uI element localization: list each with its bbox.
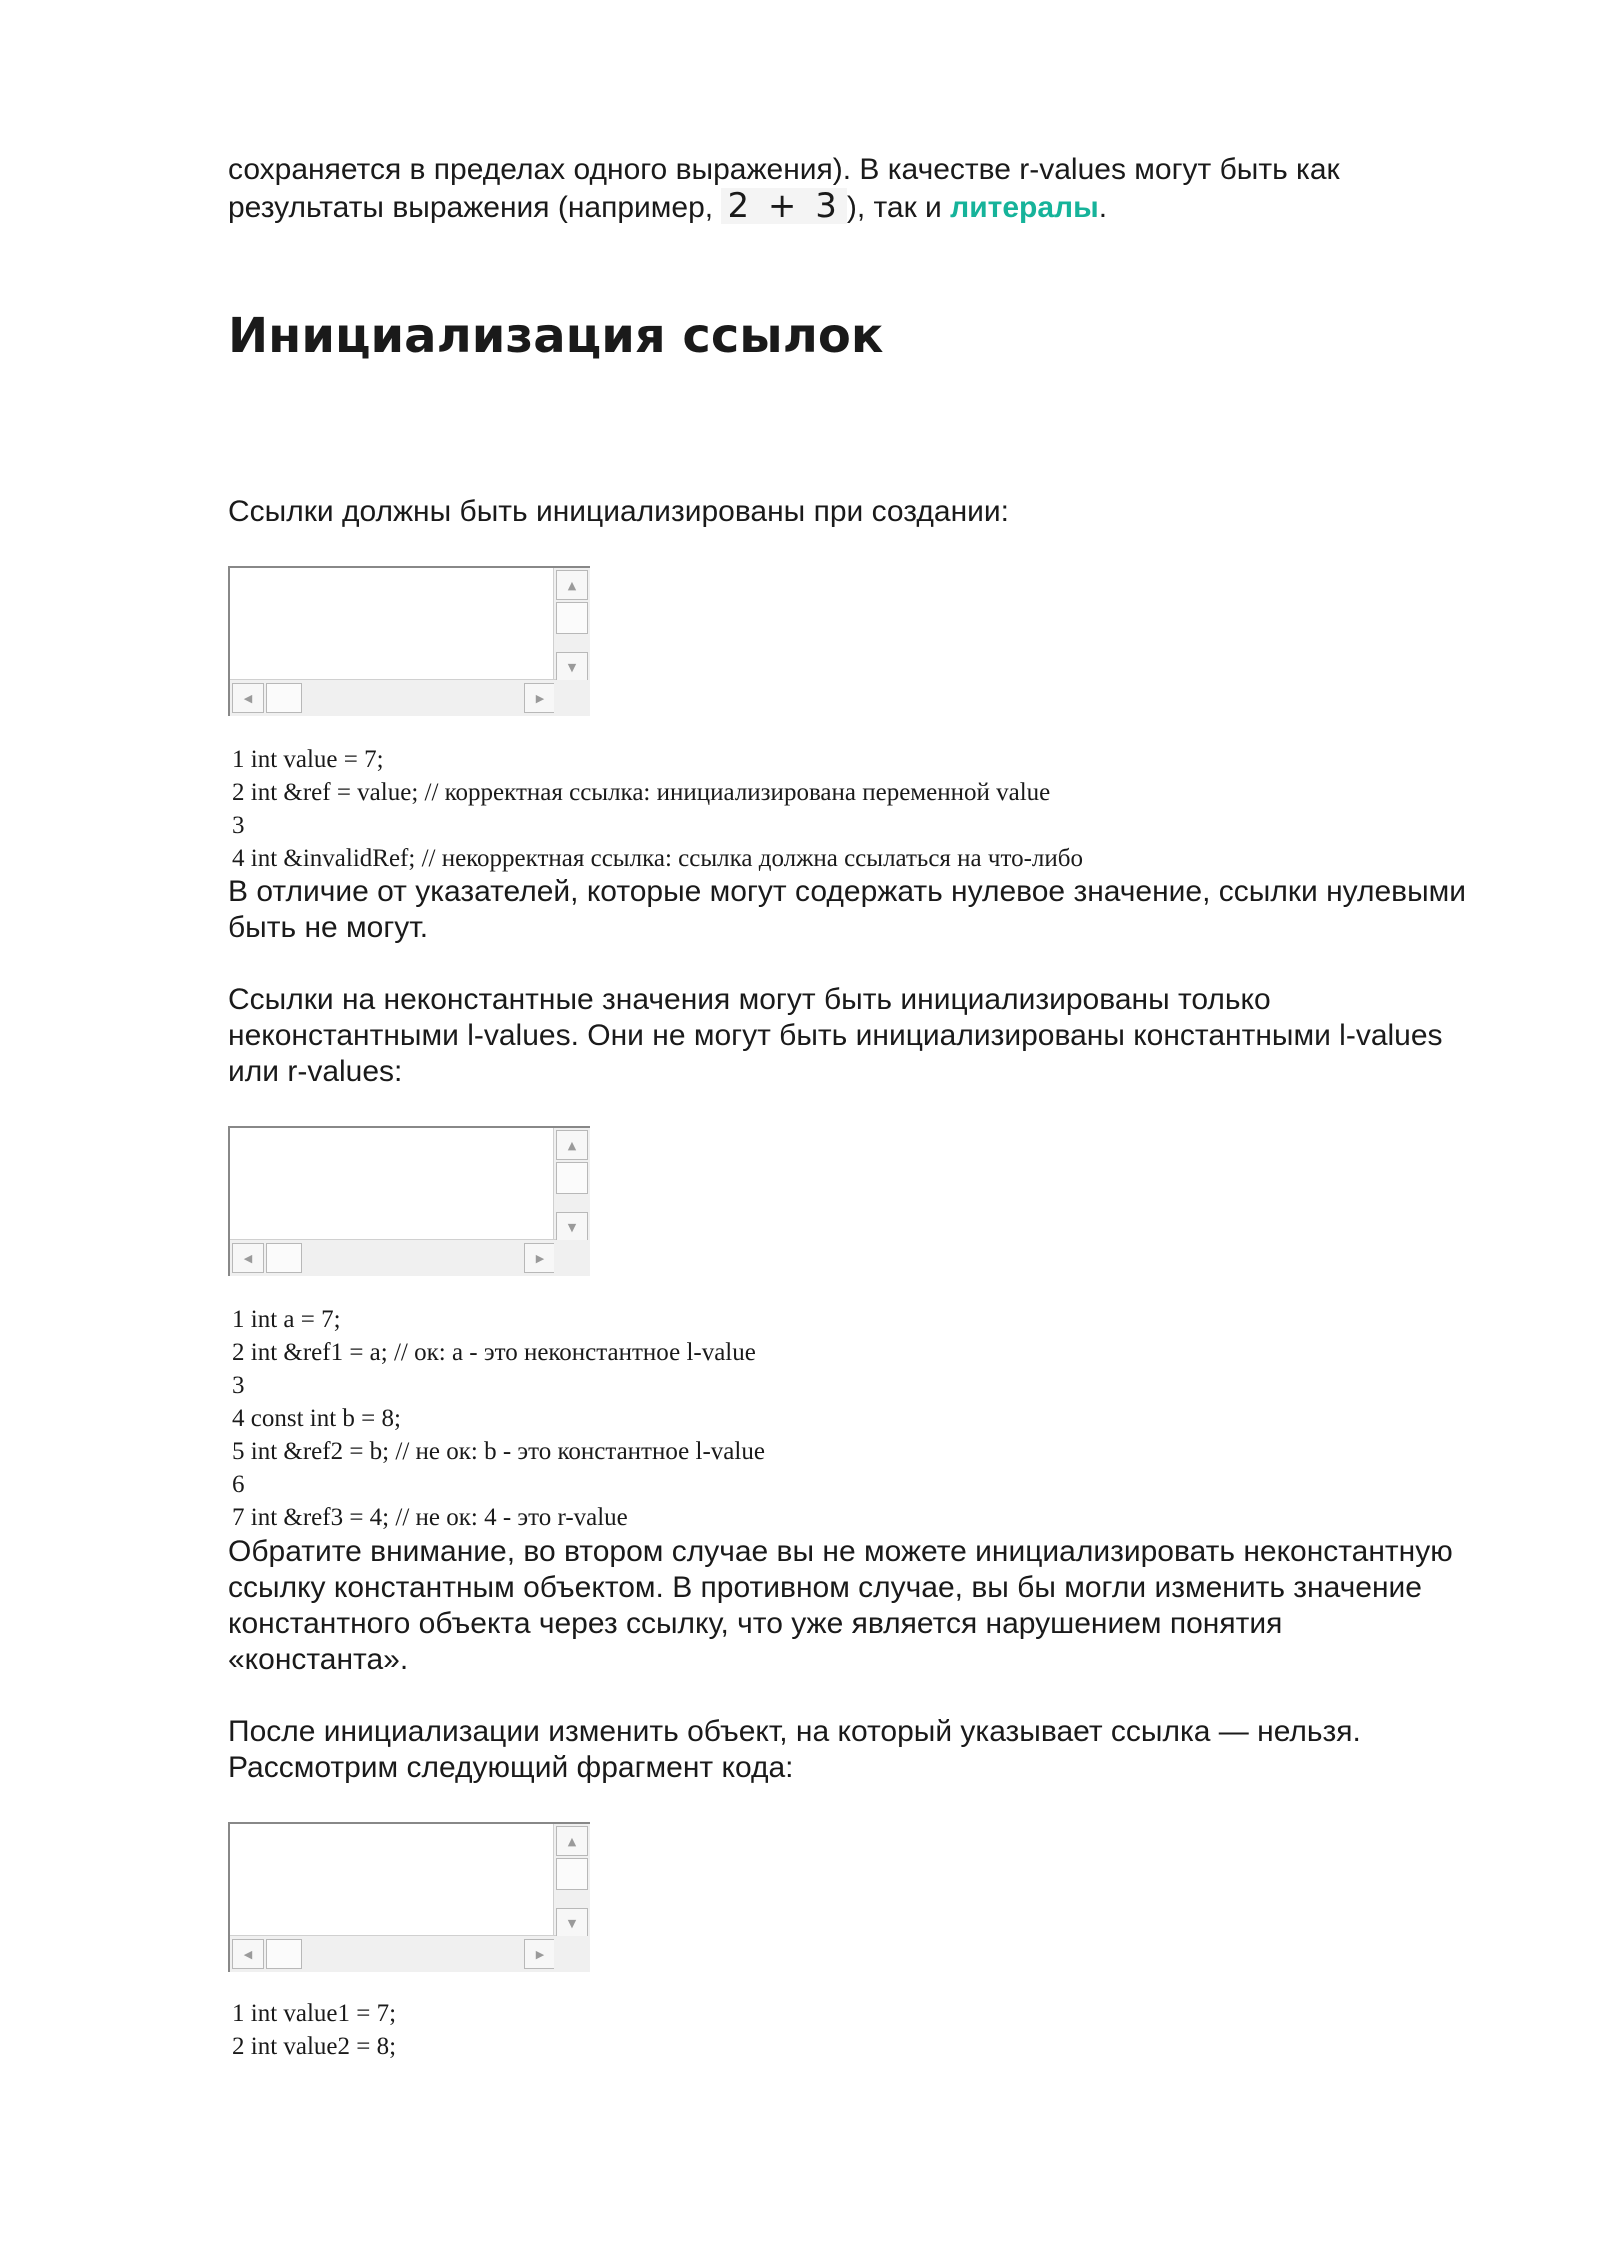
paragraph-nonconst-refs: Ссылки на неконстантные значения могут быть инициализированы только неконстантными l-values. Они не могут быть инициализированы константными l-values или r-values: bbox=[228, 983, 1443, 1088]
section-heading: Инициализация ссылок bbox=[228, 308, 884, 364]
code-scroll-box-2[interactable] bbox=[228, 1126, 590, 1276]
code-listing-1 bbox=[232, 743, 1083, 875]
code-line: 2 int &ref1 = a; // ок: a - это неконстантное l-value bbox=[232, 1339, 756, 1366]
paragraph-no-null-refs: В отличие от указателей, которые могут содержать нулевое значение, ссылки нулевыми быть не могут. bbox=[228, 875, 1467, 944]
scroll-right-arrow-icon[interactable]: ▶ bbox=[524, 1243, 556, 1273]
scroll-up-arrow-icon[interactable]: ▲ bbox=[556, 570, 588, 600]
code-line: 6 bbox=[232, 1471, 245, 1498]
vertical-scroll-thumb[interactable] bbox=[556, 1162, 588, 1194]
intro-line-2 bbox=[228, 188, 1468, 226]
scroll-left-arrow-icon[interactable]: ◀ bbox=[232, 1939, 264, 1969]
intro-text-end: . bbox=[1098, 191, 1108, 224]
scroll-left-arrow-icon[interactable]: ◀ bbox=[232, 683, 264, 713]
code-line: 3 bbox=[232, 1372, 245, 1399]
horizontal-scrollbar[interactable] bbox=[230, 679, 556, 716]
paragraph-const-object-note: Обратите внимание, во втором случае вы не можете инициализировать неконстантную ссылку константным объектом. В противном случае, вы бы могли изменить значение константного объекта через ссылку, что уже является нарушением понятия «константа». bbox=[228, 1535, 1453, 1676]
scroll-up-arrow-icon[interactable]: ▲ bbox=[556, 1826, 588, 1856]
scroll-left-arrow-icon[interactable]: ◀ bbox=[232, 1243, 264, 1273]
literals-link[interactable]: литералы bbox=[950, 191, 1099, 224]
code-line: 1 int value1 = 7; bbox=[232, 2000, 397, 2027]
scroll-down-arrow-icon[interactable]: ▼ bbox=[556, 652, 588, 682]
scrollbar-corner bbox=[554, 1936, 590, 1972]
code-line: 2 int &ref = value; // корректная ссылка: инициализирована переменной value bbox=[232, 779, 1051, 806]
horizontal-scroll-thumb[interactable] bbox=[266, 683, 302, 713]
code-scroll-box-3[interactable] bbox=[228, 1822, 590, 1972]
code-line: 3 bbox=[232, 812, 245, 839]
vertical-scrollbar[interactable] bbox=[553, 1824, 590, 1938]
code-scroll-box-1[interactable] bbox=[228, 566, 590, 716]
code-line: 2 int value2 = 8; bbox=[232, 2033, 397, 2060]
code-line: 1 int a = 7; bbox=[232, 1306, 341, 1333]
horizontal-scrollbar[interactable] bbox=[230, 1935, 556, 1972]
code-line: 4 int &invalidRef; // некорректная ссылка: ссылка должна ссылаться на что-либо bbox=[232, 845, 1083, 872]
intro-line-1: сохраняется в пределах одного выражения). В качестве r-values могут быть как bbox=[228, 153, 1340, 186]
vertical-scroll-thumb[interactable] bbox=[556, 602, 588, 634]
code-line: 4 const int b = 8; bbox=[232, 1405, 401, 1432]
scrollbar-corner bbox=[554, 1240, 590, 1276]
code-listing-3 bbox=[232, 1997, 396, 2063]
code-line: 7 int &ref3 = 4; // не ок: 4 - это r-value bbox=[232, 1504, 628, 1531]
paragraph-init-required: Ссылки должны быть инициализированы при создании: bbox=[228, 495, 1009, 528]
code-listing-2 bbox=[232, 1303, 765, 1534]
horizontal-scroll-thumb[interactable] bbox=[266, 1939, 302, 1969]
scrollbar-corner bbox=[554, 680, 590, 716]
intro-text-before-code: результаты выражения (например, bbox=[228, 191, 722, 224]
vertical-scroll-thumb[interactable] bbox=[556, 1858, 588, 1890]
scroll-up-arrow-icon[interactable]: ▲ bbox=[556, 1130, 588, 1160]
code-line: 5 int &ref2 = b; // не ок: b - это константное l-value bbox=[232, 1438, 765, 1465]
horizontal-scroll-thumb[interactable] bbox=[266, 1243, 302, 1273]
vertical-scrollbar[interactable] bbox=[553, 1128, 590, 1242]
paragraph-rebind-note: После инициализации изменить объект, на который указывает ссылка — нельзя. Рассмотрим следующий фрагмент кода: bbox=[228, 1715, 1361, 1784]
scroll-down-arrow-icon[interactable]: ▼ bbox=[556, 1908, 588, 1938]
code-line: 1 int value = 7; bbox=[232, 746, 384, 773]
vertical-scrollbar[interactable] bbox=[553, 568, 590, 682]
intro-paragraph bbox=[228, 152, 1468, 226]
intro-text-mid: ), так и bbox=[846, 191, 951, 224]
horizontal-scrollbar[interactable] bbox=[230, 1239, 556, 1276]
scroll-down-arrow-icon[interactable]: ▼ bbox=[556, 1212, 588, 1242]
scroll-right-arrow-icon[interactable]: ▶ bbox=[524, 1939, 556, 1969]
inline-code-expression: 2 + 3 bbox=[721, 188, 846, 224]
scroll-right-arrow-icon[interactable]: ▶ bbox=[524, 683, 556, 713]
